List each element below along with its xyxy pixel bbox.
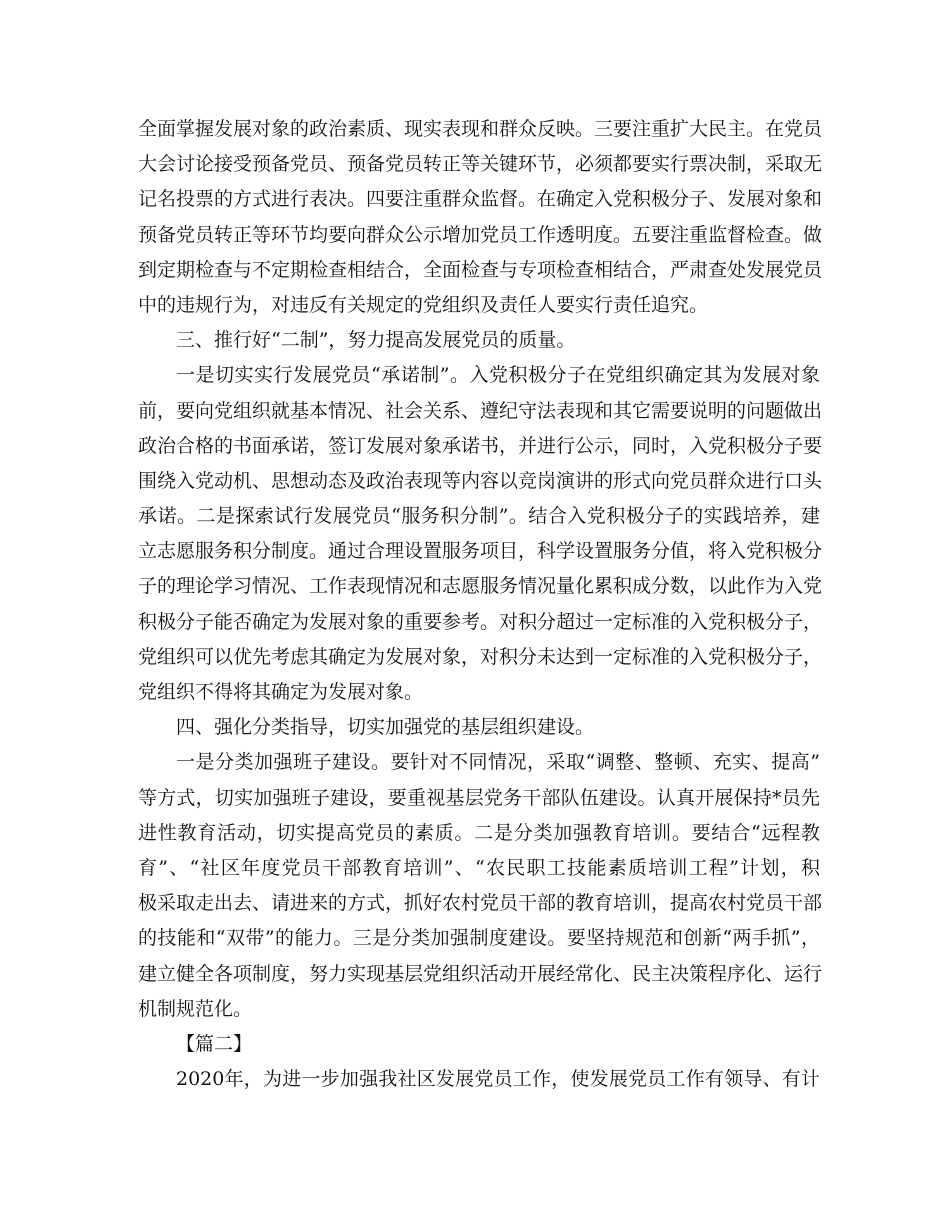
- text-line: 前，要向党组织就基本情况、社会关系、遵纪守法表现和其它需要说明的问题做出: [138, 399, 823, 422]
- text-line: 记名投票的方式进行表决。四要注重群众监督。在确定入党积极分子、发展对象和: [138, 188, 823, 211]
- text-line: 党组织不得将其确定为发展对象。: [138, 681, 424, 703]
- text-line: 2020年，为进一步加强我社区发展党员工作，使发展党员工作有领导、有计: [176, 1068, 820, 1091]
- document-body: [138, 112, 823, 1097]
- text-line: 积极分子能否确定为发展对象的重要参考。对积分超过一定标准的入党积极分子，: [138, 610, 823, 633]
- text-line: 育”、“社区年度党员干部教育培训”、“农民职工技能素质培训工程”计划，积: [138, 856, 820, 879]
- text-line: 极采取走出去、请进来的方式，抓好农村党员干部的教育培训，提高农村党员干部: [138, 892, 823, 915]
- text-line: 立志愿服务积分制度。通过合理设置服务项目，科学设置服务分值，将入党积极分: [138, 540, 823, 563]
- text-line: 一是分类加强班子建设。要针对不同情况，采取“调整、整顿、充实、提高”: [176, 751, 820, 774]
- text-line: 围绕入党动机、思想动态及政治表现等内容以竞岗演讲的形式向党员群众进行口头: [138, 469, 823, 492]
- text-line: 等方式，切实加强班子建设，要重视基层党务干部队伍建设。认真开展保持*员先: [138, 786, 820, 809]
- text-line: 党组织可以优先考虑其确定为发展对象，对积分未达到一定标准的入党积极分子，: [138, 645, 823, 668]
- text-line: 政治合格的书面承诺，签订发展对象承诺书，并进行公示，同时，入党积极分子要: [138, 434, 823, 457]
- text-line: 子的理论学习情况、工作表现情况和志愿服务情况量化累积成分数，以此作为入党: [138, 575, 823, 598]
- text-line: 机制规范化。: [138, 997, 253, 1020]
- text-line: 四、强化分类指导，切实加强党的基层组织建设。: [176, 716, 595, 739]
- text-line: 三、推行好“二制”，努力提高发展党员的质量。: [176, 329, 576, 352]
- text-line: 大会讨论接受预备党员、预备党员转正等关键环节，必须都要实行票决制，采取无: [138, 153, 823, 176]
- text-line: 中的违规行为，对违反有关规定的党组织及责任人要实行责任追究。: [138, 293, 709, 316]
- text-line: 预备党员转正等环节均要向群众公示增加党员工作透明度。五要注重监督检查。做: [138, 223, 823, 246]
- text-line: 进性教育活动，切实提高党员的素质。二是分类加强教育培训。要结合“远程教: [138, 821, 820, 844]
- text-line: 的技能和“双带”的能力。三是分类加强制度建设。要坚持规范和创新“两手抓”，: [138, 927, 820, 950]
- text-line: 全面掌握发展对象的政治素质、现实表现和群众反映。三要注重扩大民主。在党员: [138, 118, 823, 140]
- text-line: 【篇二】: [176, 1032, 253, 1055]
- text-line: 一是切实实行发展党员“承诺制”。入党积极分子在党组织确定其为发展对象: [176, 364, 820, 387]
- text-line: 到定期检查与不定期检查相结合，全面检查与专项检查相结合，严肃查处发展党员: [138, 258, 823, 281]
- text-line: 承诺。二是探索试行发展党员“服务积分制”。结合入党积极分子的实践培养，建: [138, 505, 820, 528]
- text-line: 建立健全各项制度，努力实现基层党组织活动开展经常化、民主决策程序化、运行: [138, 962, 823, 985]
